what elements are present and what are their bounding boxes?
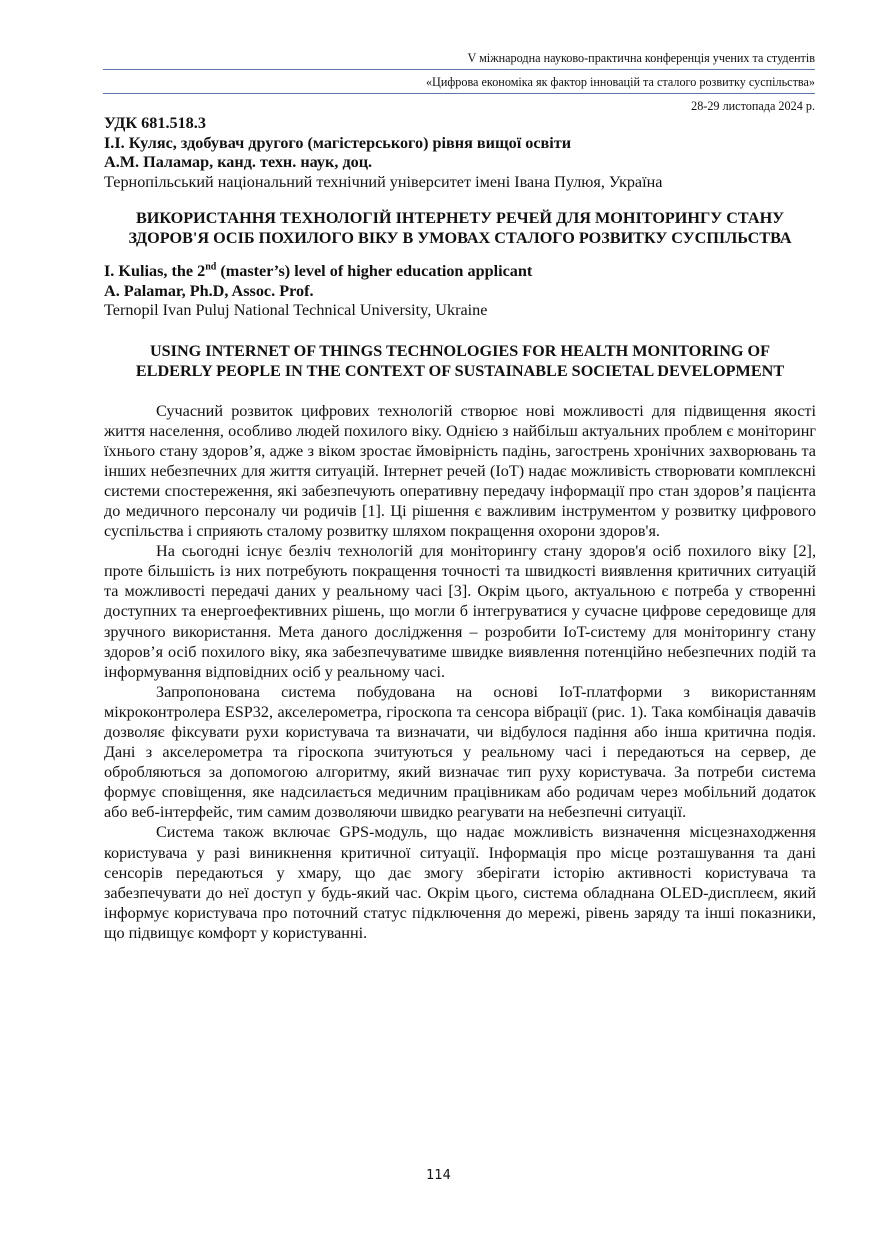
- title-en: USING INTERNET OF THINGS TECHNOLOGIES FOR HEALTH MONITORING OF ELDERLY PEOPLE IN THE CONTEXT OF SUSTAINABLE SOCIETAL DEVELOPMENT: [135, 341, 785, 380]
- article-body: [104, 114, 816, 943]
- author-en-2: A. Palamar, Ph.D, Assoc. Prof.: [104, 281, 314, 300]
- paragraph-3: Запропонована система побудована на основі IoT-платформи з використанням мікроконтролера ESP32, акселерометра, гіроскопа та сенсора вібрації (рис. 1). Така комбінація давачів дозволяє фіксувати рухи користувача та визначати, чи відбулося падіння або інша критична подія. Дані з акселерометра та гіроскопа зчитуються у реальному часі і передаються на сервер, де обробляються за допомогою алгоритму, який визначає тип руху користувача. За потреби система формує сповіщення, яке надсилається медичним працівникам або родичам через мобільний додаток або веб-інтерфейс, тим самим дозволяючи швидко реагувати на небезпечні ситуації.: [104, 682, 816, 822]
- conference-topic: «Цифрова економіка як фактор інновацій та сталого розвитку суспільства»: [425, 75, 815, 89]
- conference-date: 28-29 листопада 2024 р.: [691, 99, 815, 113]
- paragraph-4: Система також включає GPS-модуль, що надає можливість визначення місцезнаходження користувача у разі виникнення критичної ситуації. Інформація про місце розташування та дані сенсорів передаються у хмару, що дає змогу зберігати історію активності користувача та забезпечувати до неї доступ у будь-який час. Окрім цього, система обладнана OLED-дисплеєм, який інформує користувача про поточний статус підключення до мережі, рівень заряду та інші показники, що підвищує комфорт у користуванні.: [104, 823, 816, 942]
- author-en-1-suffix: (master’s) level of higher education applicant: [216, 262, 533, 280]
- paragraph-1: Сучасний розвиток цифрових технологій створює нові можливості для підвищення якості життя населення, особливо людей похилого віку. Однією з найбільш актуальних проблем є моніторинг їхнього стану здоров’я, адже з віком зростає ймовірність падінь, загострень хронічних захворювань та інших небезпечних для життя ситуацій. Інтернет речей (IoT) надає можливість створювати комплексні системи спостереження, які забезпечують оперативну передачу інформації про стан здоров’я пацієнта до медичного персоналу чи родичів [1]. Ці рішення є важливим інструментом у розвитку цифрового суспільства і сприяють сталому розвитку шляхом покращення охорони здоров'я.: [104, 401, 816, 541]
- affiliation-en: Ternopil Ivan Puluj National Technical University, Ukraine: [104, 301, 488, 319]
- page-number: 114: [426, 1168, 451, 1183]
- conference-title: V міжнародна науково-практична конференція учених та студентів: [467, 51, 815, 65]
- title-uk: ВИКОРИСТАННЯ ТЕХНОЛОГІЙ ІНТЕРНЕТУ РЕЧЕЙ ДЛЯ МОНІТОРИНГУ СТАНУ ЗДОРОВ'Я ОСІБ ПОХИЛОГО ВІКУ В УМОВАХ СТАЛОГО РОЗВИТКУ СУСПІЛЬСТВА: [128, 209, 792, 247]
- author-uk-2: А.М. Паламар, канд. техн. наук, доц.: [104, 153, 373, 171]
- page-header: [103, 50, 815, 115]
- affiliation-uk: Тернопільський національний технічний університет імені Івана Пулюя, Україна: [104, 172, 663, 191]
- udk-code: УДК 681.518.3: [104, 114, 206, 132]
- author-en-1-sup: nd: [205, 261, 217, 273]
- paragraph-2: На сьогодні існує безліч технологій для моніторингу стану здоров'я осіб похилого віку [2], проте більшість із них потребують покращення точності та швидкості виявлення критичних ситуацій та можливості передачі даних у реальному часі [3]. Окрім цього, актуальною є потреба у створенні доступних та енергоефективних рішень, що могли б інтегруватися у сучасне цифрове середовище для зручного використання. Мета даного дослідження – розробити IoT-систему для моніторингу стану здоров’я осіб похилого віку, яка забезпечуватиме швидке виявлення потенційно небезпечних подій та інформування відповідних осіб у реальному часі.: [104, 542, 816, 681]
- author-en-1-prefix: I. Kulias, the 2: [104, 262, 206, 280]
- author-uk-1: І.І. Куляс, здобувач другого (магістерського) рівня вищої освіти: [104, 133, 572, 152]
- author-en-1: [104, 262, 816, 282]
- header-divider: [103, 69, 815, 70]
- header-divider: [103, 93, 815, 94]
